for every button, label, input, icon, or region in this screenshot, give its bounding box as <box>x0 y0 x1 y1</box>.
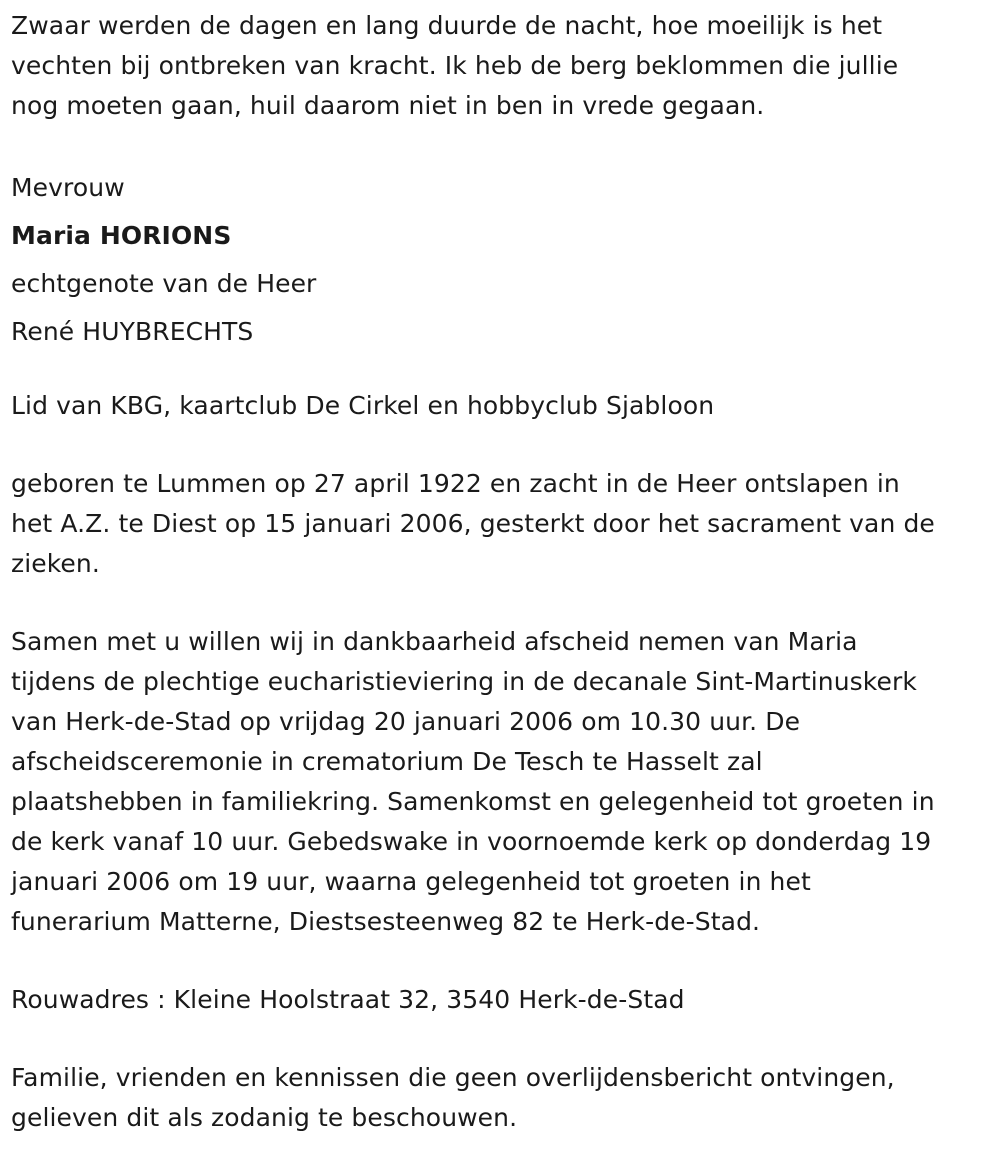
person-block <box>11 164 996 356</box>
person-name: Maria HORIONS <box>11 221 232 250</box>
ceremony-line: plaatshebben in familiekring. Samenkomst en gelegenheid tot groeten in <box>11 787 935 816</box>
membership-text: Lid van KBG, kaartclub De Cirkel en hobbyclub Sjabloon <box>11 391 715 420</box>
birth-death-line: zieken. <box>11 549 100 578</box>
ceremony-line: de kerk vanaf 10 uur. Gebedswake in voornoemde kerk op donderdag 19 <box>11 827 932 856</box>
poem-line: Zwaar werden de dagen en lang duurde de nacht, hoe moeilijk is het <box>11 11 883 40</box>
closing-line: Familie, vrienden en kennissen die geen overlijdensbericht ontvingen, <box>11 1063 895 1092</box>
ceremony-line: januari 2006 om 19 uur, waarna gelegenheid tot groeten in het <box>11 867 811 896</box>
spouse-name: René HUYBRECHTS <box>11 317 254 346</box>
spacer <box>11 1020 996 1058</box>
poem-paragraph <box>11 6 996 126</box>
birth-death-line: het A.Z. te Diest op 15 januari 2006, gesterkt door het sacrament van de <box>11 509 935 538</box>
spouse-intro: echtgenote van de Heer <box>11 269 317 298</box>
obituary-document <box>11 6 996 1138</box>
spacer <box>11 126 996 164</box>
ceremony-line: van Herk-de-Stad op vrijdag 20 januari 2006 om 10.30 uur. De <box>11 707 801 736</box>
birth-death-line: geboren te Lummen op 27 april 1922 en zacht in de Heer ontslapen in <box>11 469 900 498</box>
closing-line: gelieven dit als zodanig te beschouwen. <box>11 1103 518 1132</box>
ceremony-line: funerarium Matterne, Diestsesteenweg 82 te Herk-de-Stad. <box>11 907 761 936</box>
closing-paragraph <box>11 1058 996 1138</box>
birth-death-paragraph <box>11 464 996 584</box>
poem-line: vechten bij ontbreken van kracht. Ik heb de berg beklommen die jullie <box>11 51 899 80</box>
address-text: Rouwadres : Kleine Hoolstraat 32, 3540 Herk-de-Stad <box>11 985 685 1014</box>
spacer <box>11 584 996 622</box>
person-title: Mevrouw <box>11 173 125 202</box>
spacer <box>11 426 996 464</box>
spacer <box>11 942 996 980</box>
ceremony-line: afscheidsceremonie in crematorium De Tesch te Hasselt zal <box>11 747 763 776</box>
ceremony-line: tijdens de plechtige eucharistieviering in de decanale Sint-Martinuskerk <box>11 667 917 696</box>
poem-line: nog moeten gaan, huil daarom niet in ben in vrede gegaan. <box>11 91 765 120</box>
ceremony-line: Samen met u willen wij in dankbaarheid afscheid nemen van Maria <box>11 627 858 656</box>
ceremony-paragraph <box>11 622 996 942</box>
spacer <box>11 356 996 386</box>
